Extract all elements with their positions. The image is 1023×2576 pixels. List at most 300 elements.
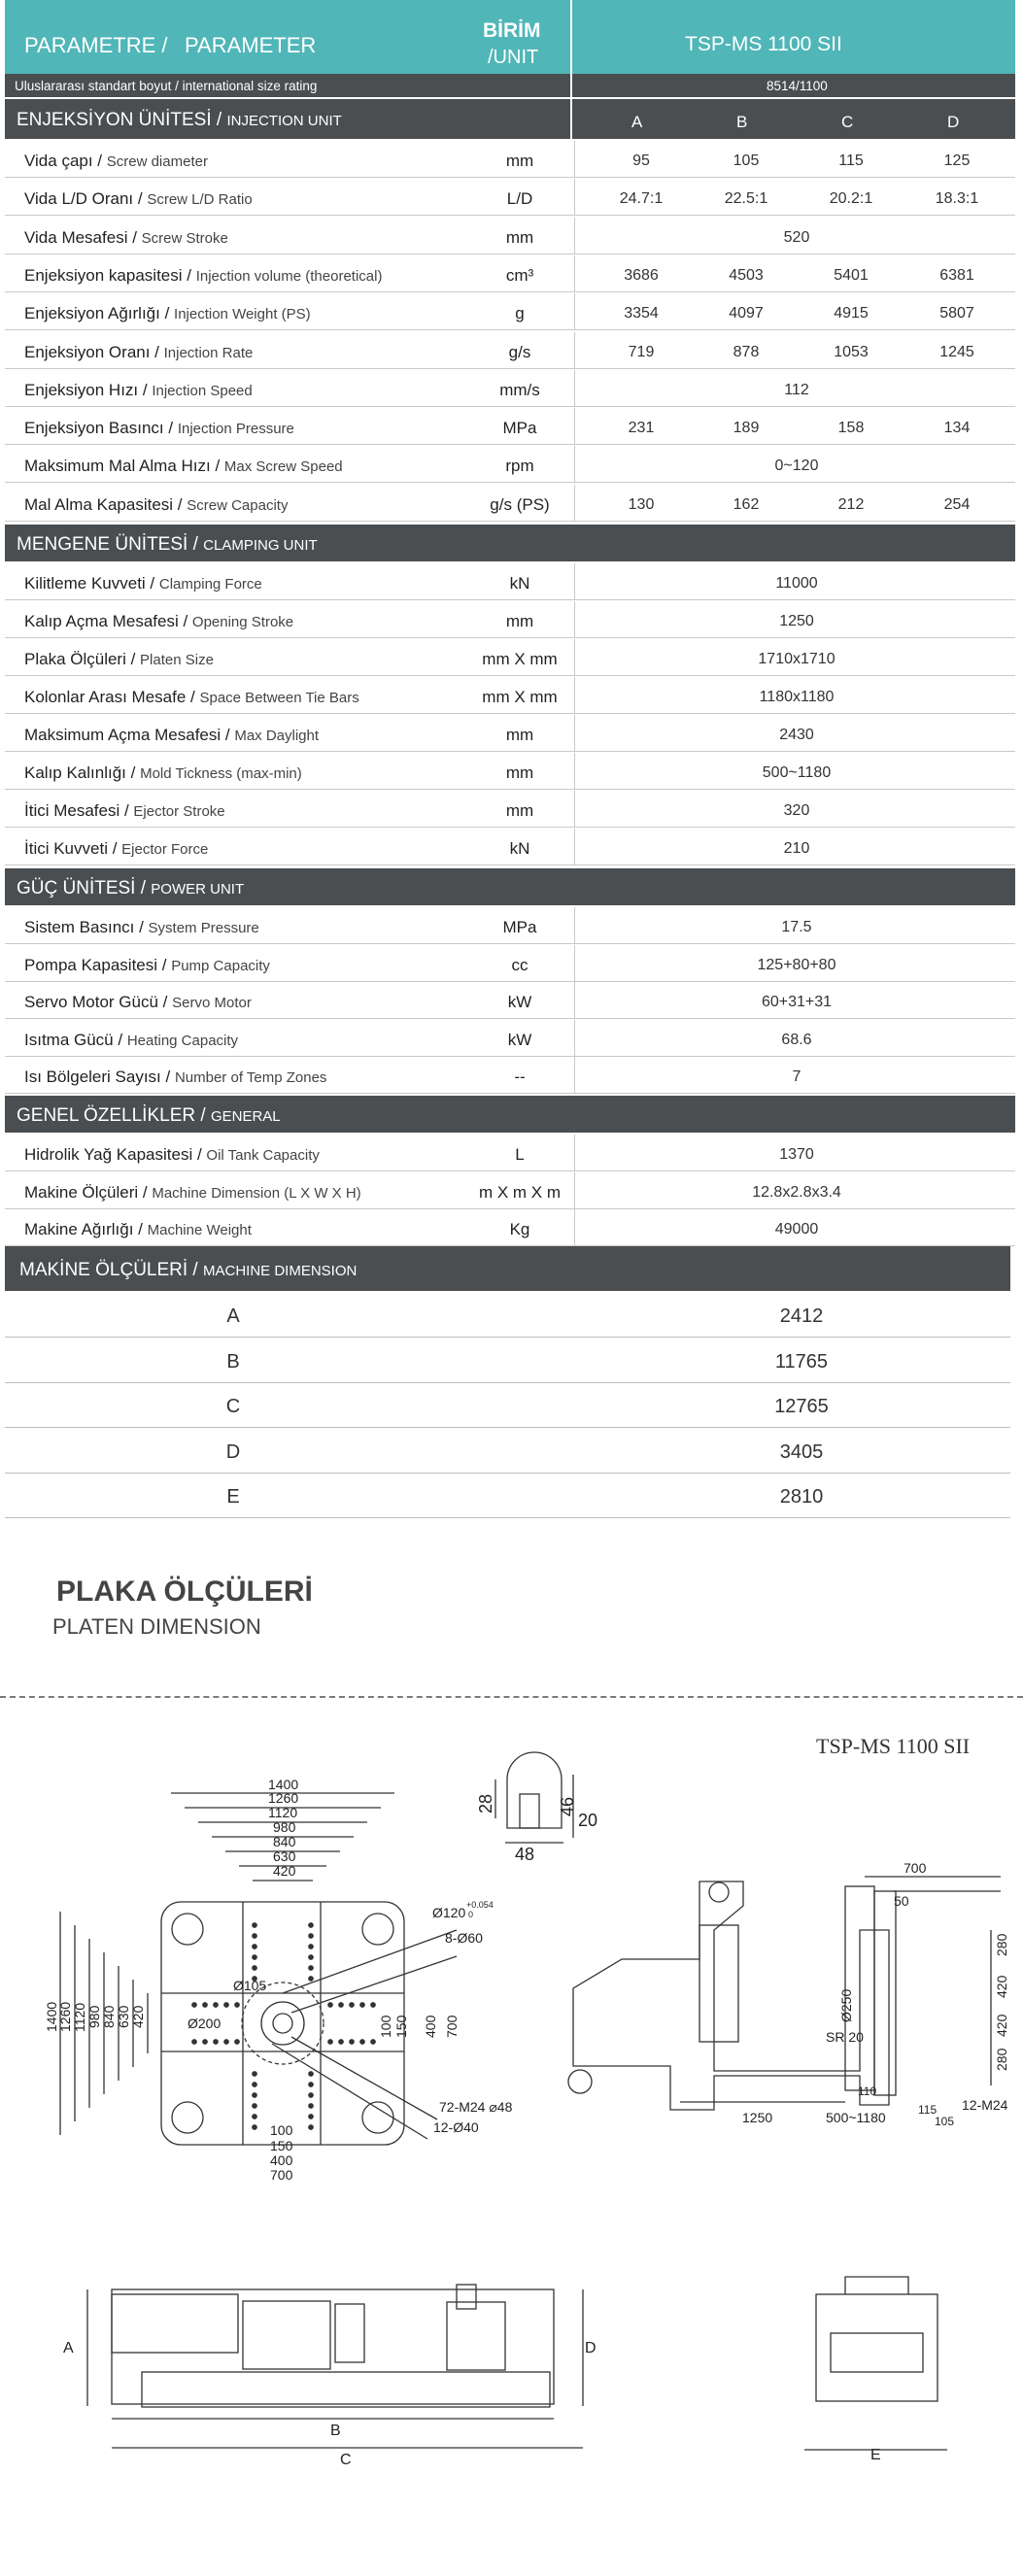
bottom-dim-1: 100 bbox=[270, 2122, 293, 2138]
col-b-header: B bbox=[736, 113, 748, 131]
callout-tol-plus: +0.054 bbox=[466, 1900, 494, 1910]
spec-unit: g bbox=[515, 304, 525, 323]
spec-unit: cc bbox=[511, 955, 529, 974]
callout-12-40: 12-Ø40 bbox=[433, 2119, 479, 2135]
bolt-hole bbox=[328, 2003, 332, 2007]
spec-value: 68.6 bbox=[781, 1031, 812, 1048]
spec-unit: rpm bbox=[505, 457, 534, 476]
col-separator bbox=[574, 1135, 575, 1171]
spec-param bbox=[24, 189, 253, 209]
bolt-hole bbox=[309, 1923, 313, 1927]
dimension-row bbox=[5, 1293, 1010, 1338]
spec-param-en: Space Between Tie Bars bbox=[199, 690, 359, 706]
dimension-key: A bbox=[226, 1305, 240, 1327]
spec-unit: mm X mm bbox=[482, 650, 558, 668]
bolt-hole bbox=[350, 2040, 354, 2044]
top-dim-7: 420 bbox=[273, 1863, 296, 1879]
spec-param-tr: Vida çapı / bbox=[24, 152, 107, 170]
col-separator bbox=[574, 907, 575, 944]
header-divider bbox=[570, 0, 572, 74]
col-separator bbox=[574, 446, 575, 483]
machine-label-a: A bbox=[63, 2340, 74, 2356]
clamping-unit-heading bbox=[5, 525, 1015, 561]
bolt-hole bbox=[253, 2104, 256, 2108]
spec-unit: mm/s bbox=[499, 380, 540, 399]
spec-param bbox=[24, 763, 302, 783]
dimension-key: E bbox=[226, 1486, 240, 1508]
spec-value: 500~1180 bbox=[762, 764, 832, 781]
injection-unit-heading bbox=[5, 99, 1015, 139]
bolt-hole bbox=[224, 2040, 228, 2044]
spec-row bbox=[5, 408, 1015, 445]
left-dim-2: 1260 bbox=[57, 2001, 73, 2032]
size-rating-value: 8514/1100 bbox=[767, 79, 828, 93]
machine-end-view bbox=[804, 2277, 947, 2450]
col-separator bbox=[574, 677, 575, 714]
col-separator bbox=[574, 408, 575, 445]
spec-unit: m X m X m bbox=[478, 1182, 562, 1202]
bolt-hole bbox=[309, 2115, 313, 2118]
side-dim-110: 110 bbox=[858, 2085, 877, 2098]
side-dim-700: 700 bbox=[904, 1860, 927, 1876]
spec-value: 17.5 bbox=[781, 919, 812, 935]
general-title-tr: GENEL ÖZELLİKLER / bbox=[17, 1105, 211, 1126]
spec-row bbox=[5, 601, 1015, 638]
spec-param-tr: Mal Alma Kapasitesi / bbox=[24, 494, 188, 514]
bolt-hole bbox=[309, 2104, 313, 2108]
spec-value: 3686 bbox=[624, 266, 659, 284]
dimension-value: 3405 bbox=[779, 1441, 824, 1463]
left-dim-6: 630 bbox=[116, 2005, 131, 2028]
spec-param-en: Platen Size bbox=[140, 652, 214, 668]
spec-unit: MPa bbox=[502, 918, 537, 936]
col-separator bbox=[574, 485, 575, 522]
spec-unit: mm bbox=[505, 612, 534, 630]
callout-8-60: 8-Ø60 bbox=[445, 1930, 483, 1946]
machine-label-d: D bbox=[585, 2340, 597, 2356]
spec-value: 210 bbox=[783, 840, 810, 857]
spec-param-en: Injection Rate bbox=[163, 344, 254, 361]
spec-param-tr: Plaka Ölçüleri / bbox=[24, 650, 141, 668]
spec-param-en: Screw Stroke bbox=[141, 229, 228, 247]
top-dim-1: 1400 bbox=[268, 1777, 299, 1792]
bolt-hole bbox=[203, 2040, 207, 2044]
size-rating-divider bbox=[570, 74, 572, 97]
spec-value: 5401 bbox=[834, 266, 869, 284]
top-dim-4: 980 bbox=[273, 1819, 296, 1835]
spec-param-en: Clamping Force bbox=[158, 576, 262, 593]
bolt-hole bbox=[192, 2040, 196, 2044]
bolt-hole bbox=[309, 1934, 313, 1938]
spec-param-tr: Kalıp Kalınlığı / bbox=[24, 763, 141, 782]
injection-title-tr: ENJEKSİYON ÜNİTESİ / bbox=[17, 110, 227, 130]
size-rating-label: Uluslararası standart boyut / international size rating bbox=[15, 79, 318, 93]
side-dim-sr20: SR 20 bbox=[826, 2029, 864, 2045]
spec-value: 189 bbox=[733, 420, 760, 437]
spec-param-tr: Maksimum Açma Mesafesi / bbox=[24, 726, 235, 744]
detail-dim-46: 46 bbox=[558, 1796, 577, 1816]
spec-row bbox=[5, 141, 1015, 178]
spec-unit: mm bbox=[505, 726, 534, 744]
spec-param-tr: Kolonlar Arası Mesafe / bbox=[24, 688, 200, 706]
bolt-hole bbox=[371, 2003, 375, 2007]
spec-row bbox=[5, 677, 1015, 714]
spec-unit: kN bbox=[509, 574, 530, 593]
spec-param-en: Injection Pressure bbox=[177, 421, 294, 438]
header-parameter-tr: PARAMETRE / bbox=[24, 33, 168, 57]
detail-dim-28: 28 bbox=[476, 1793, 495, 1813]
left-dim-1: 1400 bbox=[44, 2001, 59, 2032]
spec-param-en: Injection Weight (PS) bbox=[174, 306, 311, 323]
spec-value: 4503 bbox=[729, 266, 764, 284]
top-dim-2: 1260 bbox=[268, 1790, 299, 1806]
spec-unit: mm bbox=[505, 801, 534, 820]
spec-unit: mm bbox=[505, 152, 534, 170]
machine-dimension-heading bbox=[5, 1246, 1010, 1291]
spec-unit: g/s bbox=[508, 342, 531, 361]
bolt-hole bbox=[309, 1977, 313, 1981]
spec-param-en: System Pressure bbox=[148, 920, 259, 936]
col-separator bbox=[574, 1057, 575, 1094]
platen-front-labels bbox=[44, 1777, 513, 2183]
spec-row bbox=[5, 485, 1015, 522]
spec-unit: kW bbox=[507, 993, 532, 1012]
spec-row bbox=[5, 907, 1015, 944]
spec-row bbox=[5, 829, 1015, 865]
dimension-key: C bbox=[225, 1396, 241, 1417]
spec-param-tr: Pompa Kapasitesi / bbox=[24, 955, 172, 974]
dimension-value: 2412 bbox=[779, 1305, 824, 1327]
spec-param bbox=[24, 419, 294, 438]
spec-param-en: Machine Dimension (L X W X H) bbox=[152, 1184, 361, 1202]
spec-param-en: Screw diameter bbox=[106, 153, 208, 170]
spec-unit: L bbox=[515, 1145, 525, 1164]
spec-row bbox=[5, 255, 1015, 292]
spec-param bbox=[24, 726, 319, 745]
spec-param bbox=[24, 304, 311, 323]
spec-value: 7 bbox=[792, 1068, 801, 1086]
spec-row bbox=[5, 1020, 1015, 1057]
spec-value: 1053 bbox=[834, 343, 869, 360]
general-title-en: GENERAL bbox=[210, 1108, 281, 1125]
spec-value: 130 bbox=[628, 495, 655, 513]
spec-value: 231 bbox=[628, 420, 655, 437]
spec-value: 162 bbox=[733, 495, 760, 513]
side-dim-115: 115 bbox=[918, 2103, 938, 2117]
col-separator bbox=[574, 1020, 575, 1057]
power-title-en: POWER UNIT bbox=[151, 881, 245, 898]
col-separator bbox=[574, 1172, 575, 1209]
side-dim-280-top: 280 bbox=[994, 1933, 1009, 1956]
injection-heading-divider bbox=[570, 99, 572, 139]
machine-dimension-title bbox=[19, 1260, 357, 1281]
spec-unit: -- bbox=[514, 1068, 526, 1087]
spec-param bbox=[24, 152, 208, 171]
spec-value: 520 bbox=[783, 228, 810, 246]
col-separator bbox=[574, 563, 575, 600]
bolt-hole bbox=[214, 2040, 218, 2044]
spec-param-en: Oil Tank Capacity bbox=[206, 1147, 320, 1164]
spec-param bbox=[24, 266, 382, 286]
side-dim-280-bottom: 280 bbox=[994, 2048, 1009, 2071]
spec-param-en: Injection volume (theoretical) bbox=[195, 267, 383, 285]
spec-param-tr: Kilitleme Kuvveti / bbox=[24, 574, 159, 593]
bolt-hole bbox=[253, 2115, 256, 2118]
dimension-value: 12765 bbox=[774, 1396, 829, 1417]
side-dim-105: 105 bbox=[935, 2115, 955, 2128]
header-unit-tr: BİRİM bbox=[483, 19, 541, 42]
spec-unit: MPa bbox=[502, 419, 537, 438]
spec-param-en: Ejector Stroke bbox=[133, 803, 225, 820]
spec-value: 320 bbox=[783, 802, 810, 819]
spec-row bbox=[5, 1057, 1015, 1094]
bolt-hole bbox=[253, 2125, 256, 2129]
machine-label-b: B bbox=[330, 2423, 341, 2439]
drawing-model-label: TSP-MS 1100 SII bbox=[816, 1734, 971, 1758]
spec-value: 1245 bbox=[939, 343, 974, 360]
bolt-hole bbox=[371, 2040, 375, 2044]
top-dim-6: 630 bbox=[273, 1848, 296, 1864]
spec-param bbox=[24, 612, 293, 631]
side-dim-500-1180: 500~1180 bbox=[826, 2110, 886, 2125]
detail-dim-20: 20 bbox=[578, 1811, 598, 1830]
header-unit-en: /UNIT bbox=[488, 47, 539, 68]
spec-param-en: Injection Speed bbox=[152, 382, 253, 399]
spec-param-tr: Enjeksiyon Ağırlığı / bbox=[24, 304, 175, 323]
spec-param-en: Servo Motor bbox=[172, 995, 252, 1012]
spec-param bbox=[24, 457, 343, 476]
spec-param bbox=[24, 688, 359, 707]
spec-value: 2430 bbox=[779, 727, 814, 743]
bottom-dim-2: 150 bbox=[270, 2138, 293, 2153]
spec-value: 24.7:1 bbox=[619, 190, 664, 208]
spec-param-en: Max Daylight bbox=[234, 728, 320, 744]
left-dim-3: 1120 bbox=[72, 2002, 87, 2032]
spec-param-en: Screw Capacity bbox=[187, 496, 289, 514]
callout-120: Ø120 bbox=[432, 1905, 466, 1920]
bolt-hole bbox=[192, 2003, 196, 2007]
spec-param-tr: Enjeksiyon kapasitesi / bbox=[24, 265, 196, 285]
spec-param-en: Mold Tickness (max-min) bbox=[140, 765, 302, 782]
injection-unit-title bbox=[17, 110, 342, 131]
spec-param bbox=[24, 228, 228, 248]
general-heading bbox=[5, 1096, 1015, 1133]
spec-param-en: Pump Capacity bbox=[171, 957, 270, 974]
platen-side-view bbox=[568, 1877, 1001, 2110]
spec-unit: kW bbox=[507, 1030, 532, 1049]
col-separator bbox=[574, 141, 575, 178]
col-separator bbox=[574, 255, 575, 292]
machine-dimension-title-tr: MAKİNE ÖLÇÜLERİ / bbox=[19, 1260, 203, 1280]
spec-unit: g/s (PS) bbox=[490, 494, 550, 514]
spec-param-tr: Hidrolik Yağ Kapasitesi / bbox=[24, 1145, 207, 1164]
bolt-hole bbox=[253, 2083, 256, 2086]
spec-param-en: Number of Temp Zones bbox=[174, 1069, 327, 1087]
clamping-title-tr: MENGENE ÜNİTESİ / bbox=[17, 534, 204, 555]
left-dim-5: 840 bbox=[101, 2005, 117, 2028]
spec-unit: mm bbox=[505, 763, 534, 782]
spec-unit: cm³ bbox=[505, 265, 534, 285]
bolt-hole bbox=[214, 2003, 218, 2007]
left-dim-4: 980 bbox=[86, 2005, 102, 2028]
t-slot-labels bbox=[476, 1794, 597, 1864]
dimension-value: 2810 bbox=[779, 1486, 824, 1508]
detail-dim-48: 48 bbox=[515, 1845, 535, 1864]
bolt-hole bbox=[253, 1966, 256, 1970]
col-separator bbox=[574, 982, 575, 1019]
spec-param-tr: Isıtma Gücü / bbox=[24, 1030, 127, 1049]
bolt-hole bbox=[253, 1945, 256, 1949]
bottom-dim-3: 400 bbox=[270, 2152, 293, 2168]
spec-param-tr: İtici Kuvveti / bbox=[24, 839, 122, 858]
spec-param bbox=[24, 574, 262, 593]
spec-value: 20.2:1 bbox=[829, 190, 873, 208]
spec-row bbox=[5, 791, 1015, 828]
dimension-row bbox=[5, 1383, 1010, 1428]
spec-value: 1370 bbox=[779, 1146, 814, 1163]
spec-value: 4097 bbox=[729, 305, 764, 322]
spec-param-en: Ejector Force bbox=[121, 841, 209, 858]
bolt-hole bbox=[253, 1934, 256, 1938]
spec-value: 112 bbox=[784, 381, 809, 398]
bolt-hole bbox=[224, 2003, 228, 2007]
dimension-key: D bbox=[225, 1441, 241, 1463]
col-separator bbox=[574, 1209, 575, 1246]
spec-value: 254 bbox=[943, 495, 971, 513]
bolt-hole bbox=[253, 1923, 256, 1927]
spec-value: 125+80+80 bbox=[757, 956, 836, 973]
spec-row bbox=[5, 293, 1015, 330]
col-separator bbox=[574, 945, 575, 982]
spec-row bbox=[5, 715, 1015, 752]
spec-param bbox=[24, 993, 252, 1012]
bolt-hole bbox=[309, 2072, 313, 2076]
platen-title: PLAKA ÖLÇÜLERİ bbox=[56, 1576, 313, 1608]
bolt-hole bbox=[309, 2093, 313, 2097]
spec-value: 4915 bbox=[834, 305, 869, 322]
dimension-row bbox=[5, 1339, 1010, 1383]
spec-value: 115 bbox=[838, 153, 864, 169]
right-dim-2: 150 bbox=[393, 2015, 409, 2038]
spec-unit: mm bbox=[505, 227, 534, 247]
spec-value: 158 bbox=[837, 420, 865, 437]
bolt-hole bbox=[309, 1945, 313, 1949]
bolt-hole bbox=[360, 2040, 364, 2044]
table-header bbox=[5, 0, 1015, 74]
col-separator bbox=[574, 791, 575, 828]
platen-drawing bbox=[0, 1702, 1023, 2576]
spec-param bbox=[24, 956, 270, 975]
spec-param bbox=[24, 495, 288, 515]
power-unit-title bbox=[17, 878, 244, 899]
spec-param-tr: Enjeksiyon Oranı / bbox=[24, 342, 164, 361]
spec-param-tr: Maksimum Mal Alma Hızı / bbox=[24, 457, 224, 476]
spec-param-tr: Kalıp Açma Mesafesi / bbox=[24, 612, 192, 630]
left-dim-7: 420 bbox=[130, 2005, 146, 2028]
callout-tol-zero: 0 bbox=[468, 1910, 474, 1919]
spec-param-en: Screw L/D Ratio bbox=[147, 191, 253, 209]
bolt-hole bbox=[309, 1966, 313, 1970]
platen-subtitle: PLATEN DIMENSION bbox=[52, 1614, 261, 1639]
dimension-key: B bbox=[226, 1350, 240, 1373]
side-dim-50: 50 bbox=[894, 1893, 909, 1909]
spec-value: 18.3:1 bbox=[935, 190, 979, 208]
injection-title-en: INJECTION UNIT bbox=[226, 113, 342, 129]
spec-param-tr: Makine Ölçüleri / bbox=[24, 1182, 153, 1202]
spec-row bbox=[5, 1135, 1015, 1171]
spec-param-en: Machine Weight bbox=[147, 1222, 252, 1238]
spec-param-tr: Enjeksiyon Hızı / bbox=[24, 380, 153, 399]
col-separator bbox=[574, 715, 575, 752]
bolt-hole bbox=[253, 1955, 256, 1959]
size-rating-row bbox=[5, 74, 1015, 97]
side-dim-1250: 1250 bbox=[742, 2110, 773, 2125]
spec-param bbox=[24, 1068, 326, 1087]
clamping-unit-title bbox=[17, 534, 318, 556]
spec-value: 6381 bbox=[939, 266, 974, 284]
spec-unit: mm X mm bbox=[482, 688, 558, 706]
callout-72-m24: 72-M24 ⌀48 bbox=[439, 2099, 513, 2115]
bolt-hole bbox=[328, 2040, 332, 2044]
spec-value: 11000 bbox=[775, 575, 818, 592]
power-title-tr: GÜÇ ÜNİTESİ / bbox=[17, 878, 152, 898]
spec-param-tr: Makine Ağırlığı / bbox=[24, 1220, 148, 1238]
bolt-hole bbox=[253, 2072, 256, 2076]
spec-value: 3354 bbox=[624, 305, 659, 322]
general-title bbox=[17, 1105, 281, 1127]
callout-200: Ø200 bbox=[188, 2016, 222, 2031]
bolt-hole bbox=[339, 2003, 343, 2007]
spec-row bbox=[5, 446, 1015, 483]
machine-label-e: E bbox=[870, 2447, 881, 2463]
spec-row bbox=[5, 753, 1015, 790]
section-dashed-divider bbox=[0, 1696, 1023, 1698]
bolt-hole bbox=[235, 2003, 239, 2007]
col-d-header: D bbox=[947, 113, 960, 131]
bolt-hole bbox=[360, 2003, 364, 2007]
spec-param-tr: Sistem Basıncı / bbox=[24, 918, 149, 936]
platen-front-view bbox=[60, 1793, 457, 2145]
col-separator bbox=[574, 601, 575, 638]
spec-param bbox=[24, 381, 253, 400]
spec-row bbox=[5, 639, 1015, 676]
right-dim-3: 400 bbox=[423, 2015, 438, 2038]
header-parameter-en: PARAMETER bbox=[185, 33, 317, 57]
spec-row bbox=[5, 563, 1015, 600]
col-separator bbox=[574, 829, 575, 865]
spec-value: 12.8x2.8x3.4 bbox=[752, 1183, 841, 1201]
spec-param-tr: Vida L/D Oranı / bbox=[24, 189, 148, 209]
spec-param-tr: Servo Motor Gücü / bbox=[24, 993, 173, 1012]
spec-value: 1250 bbox=[779, 613, 814, 629]
spec-value: 0~120 bbox=[774, 458, 819, 475]
bolt-hole bbox=[253, 2093, 256, 2097]
bolt-hole bbox=[309, 2125, 313, 2129]
top-dim-3: 1120 bbox=[268, 1805, 298, 1820]
spec-value: 125 bbox=[943, 153, 971, 169]
spec-param-tr: İtici Mesafesi / bbox=[24, 801, 134, 820]
spec-row bbox=[5, 1172, 1015, 1209]
spec-value: 105 bbox=[733, 153, 760, 169]
spec-row bbox=[5, 179, 1015, 216]
col-separator bbox=[574, 179, 575, 216]
spec-row bbox=[5, 1209, 1015, 1246]
spec-value: 1180x1180 bbox=[759, 689, 835, 705]
spec-param-tr: Isı Bölgeleri Sayısı / bbox=[24, 1068, 175, 1087]
bolt-hole bbox=[309, 2083, 313, 2086]
side-dim-250: Ø250 bbox=[838, 1988, 854, 2022]
spec-param bbox=[24, 1220, 252, 1239]
